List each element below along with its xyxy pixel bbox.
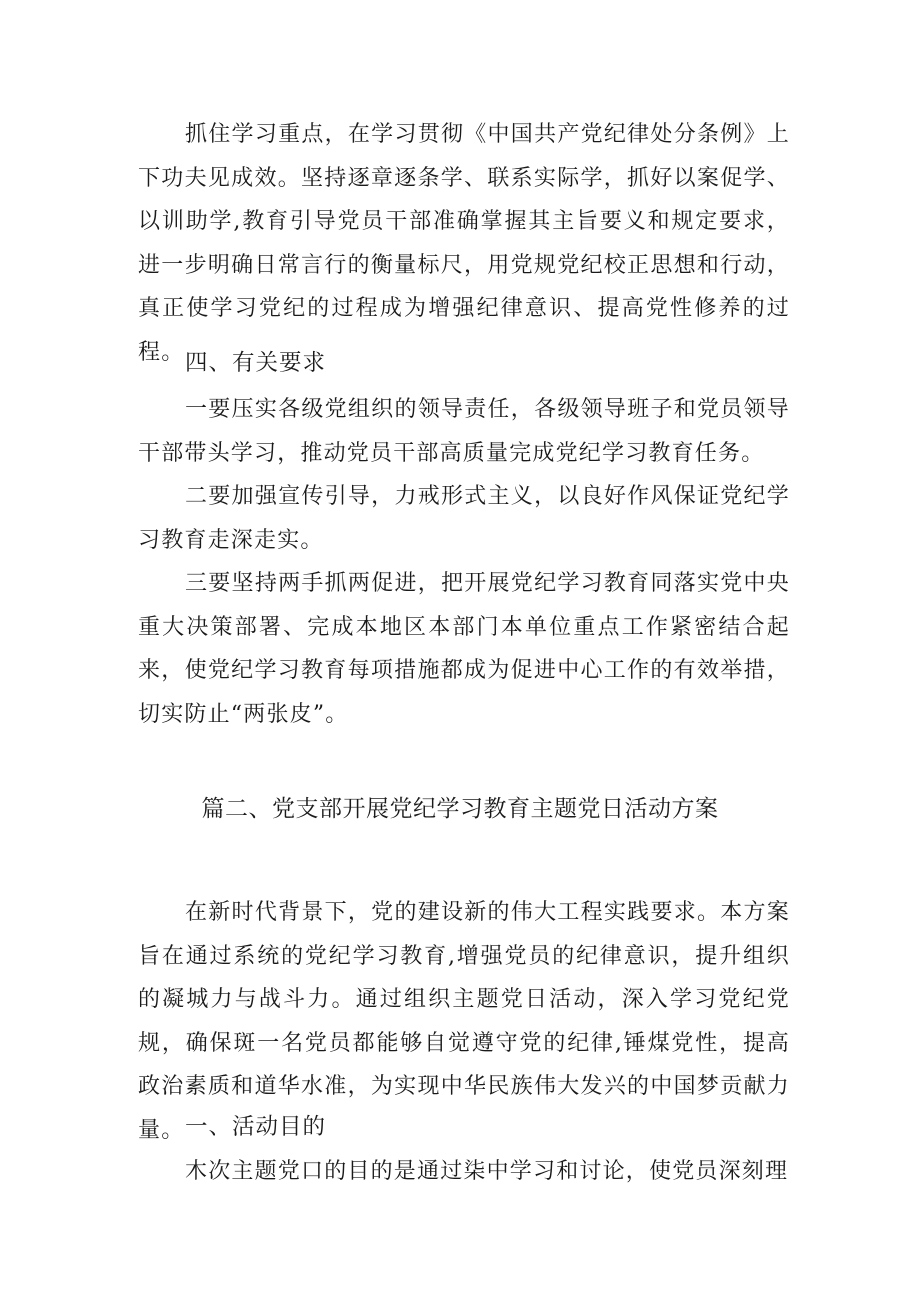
paragraph-activity-goal: 木次主题党口的目的是通过柒中学习和讨论，使党员深刻理 — [185, 1159, 789, 1184]
paragraph-requirement-2: 二要加强宣传引导，力戒形式主义，以良好作风保证党纪学习教育走深走实。 — [138, 484, 790, 553]
paragraph-requirement-1: 一要压实各级党组织的领导责任，各级领导班子和党员领导干部带头学习，推动党员干部高质量完成党纪学习教育任务。 — [138, 397, 790, 466]
section-title: 篇二、党支部开展党纪学习教育主题党日活动方案 — [201, 796, 719, 822]
heading-requirements: 四、有关要求 — [185, 350, 327, 376]
paragraph-requirement-3: 三要坚持两手抓两促进，把开展党纪学习教育同落实党中央重大决策部署、完成本地区本部门本单位重点工作紧密结合起来，使党纪学习教育每项措施都成为促进中心工作的有效举措，切实防止“两张皮”。 — [138, 571, 790, 727]
paragraph-plan-intro: 在新时代背景下，党的建设新的伟大工程实践要求。本方案旨在通过系统的党纪学习教育,增强党员的纪律意识，提升组织的凝城力与战斗力。通过组织主题党日活动，深入学习党纪党规，确保斑一名党员都能够自觉遵守党的纪律,锤煤党性，提高政治素质和道华水准，为实现中华民族伟大发兴的中国梦贡献力量。 — [138, 900, 790, 1143]
heading-activity-goal: 一、活动目的 — [185, 1114, 327, 1140]
paragraph-study-focus: 抓住学习重点，在学习贯彻《中国共产党纪律处分条例》上下功夫见成效。坚持逐章逐条学、联系实际学，抓好以案促学、以训助学,教育引导党员干部准确掌握其主旨要义和规定要求，进一步明确日常言行的衡量标尺，用党规党纪校正思想和行动，真正使学习党纪的过程成为增强纪律意识、提高党性修养的过程。 — [138, 122, 790, 365]
